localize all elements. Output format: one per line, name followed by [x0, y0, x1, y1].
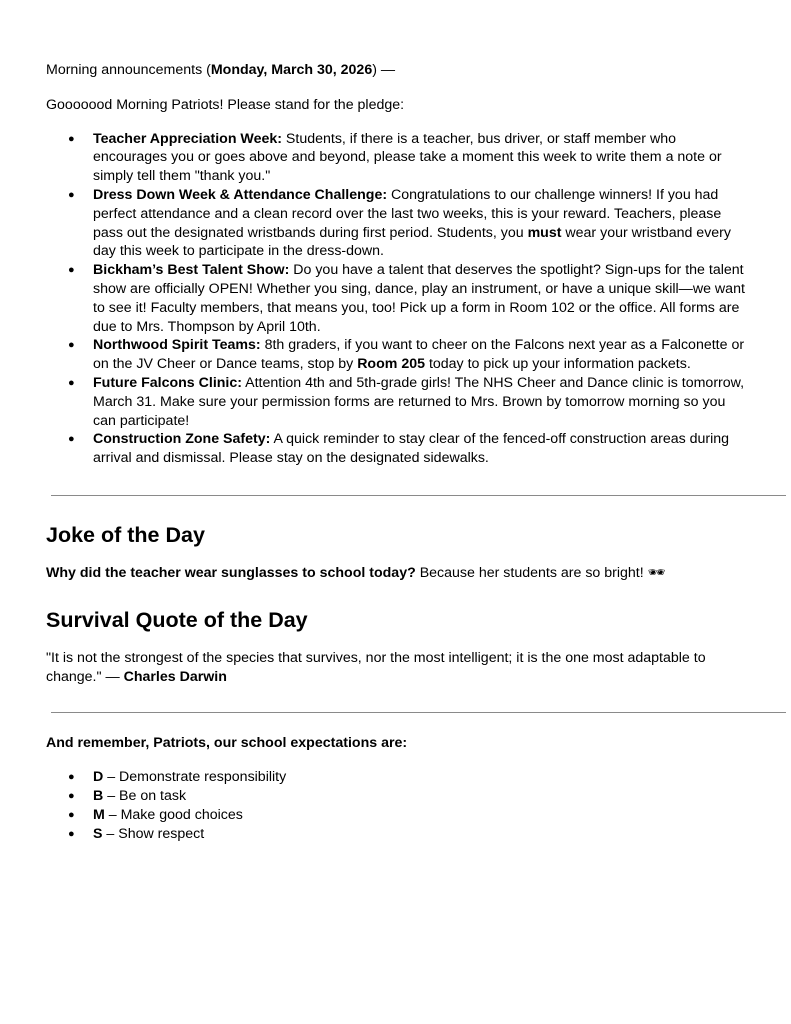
quote-text: "It is not the strongest of the species that survives, nor the most intelligent; it is the one most adaptable to change." — Charles Darwin	[46, 649, 706, 685]
list-item: ● B – Be on task	[46, 787, 746, 806]
joke-heading: Joke of the Day	[46, 522, 205, 547]
list-item: ● S – Show respect	[46, 825, 746, 844]
document-page	[46, 61, 746, 843]
quote-author: Charles Darwin	[123, 668, 227, 685]
list-item: ● Teacher Appreciation Week: Students, if there is a teacher, bus driver, or staff member who encourages you or goes above and beyond, please take a moment this week to write them a note or simply tell them "thank you."	[46, 130, 746, 186]
list-item: ● Future Falcons Clinic: Attention 4th and 5th-grade girls! The NHS Cheer and Dance clinic is tomorrow, March 31. Make sure your permission forms are returned to Mrs. Brown by tomorrow morning so you can participate!	[46, 374, 746, 430]
announcements-intro: Morning announcements (Monday, March 30, 2026) —	[46, 62, 396, 78]
announcement-list	[46, 130, 746, 468]
list-item: ● Northwood Spirit Teams: 8th graders, if you want to cheer on the Falcons next year as a Falconette or on the JV Cheer or Dance teams, stop by Room 205 today to pick up your information packets.	[46, 336, 746, 374]
list-item: ● D – Demonstrate responsibility	[46, 768, 746, 787]
list-item: ● Construction Zone Safety: A quick reminder to stay clear of the fenced-off construction areas during arrival and dismissal. Please stay on the designated sidewalks.	[46, 430, 746, 468]
list-item: ● M – Make good choices	[46, 806, 746, 825]
list-item: ● Bickham’s Best Talent Show: Do you have a talent that deserves the spotlight? Sign-ups for the talent show are officially OPEN! Whether you sing, dance, play an instrument, or have a unique skill—we want to see it! Faculty members, that means you, too! Pick up a form in Room 102 or the office. All forms are due to Mrs. Thompson by April 10th.	[46, 261, 746, 336]
announcements-date: Monday, March 30, 2026	[210, 62, 373, 78]
horizontal-divider	[51, 712, 786, 713]
horizontal-divider	[51, 495, 786, 496]
joke-text: Why did the teacher wear sunglasses to school today? Because her students are so bright! 🕶	[46, 564, 666, 581]
greeting-line: Gooooood Morning Patriots! Please stand for the pledge:	[46, 96, 405, 113]
list-item: ● Dress Down Week & Attendance Challenge: Congratulations to our challenge winners! If you had perfect attendance and a clean record over the last two weeks, this is your reward. Teachers, please pass out the designated wristbands during first period. Students, you must wear your wristband every day this week to participate in the dress-down.	[46, 186, 746, 261]
quote-heading: Survival Quote of the Day	[46, 607, 308, 632]
expectations-heading: And remember, Patriots, our school expectations are:	[46, 735, 408, 752]
expectations-list	[46, 768, 746, 843]
